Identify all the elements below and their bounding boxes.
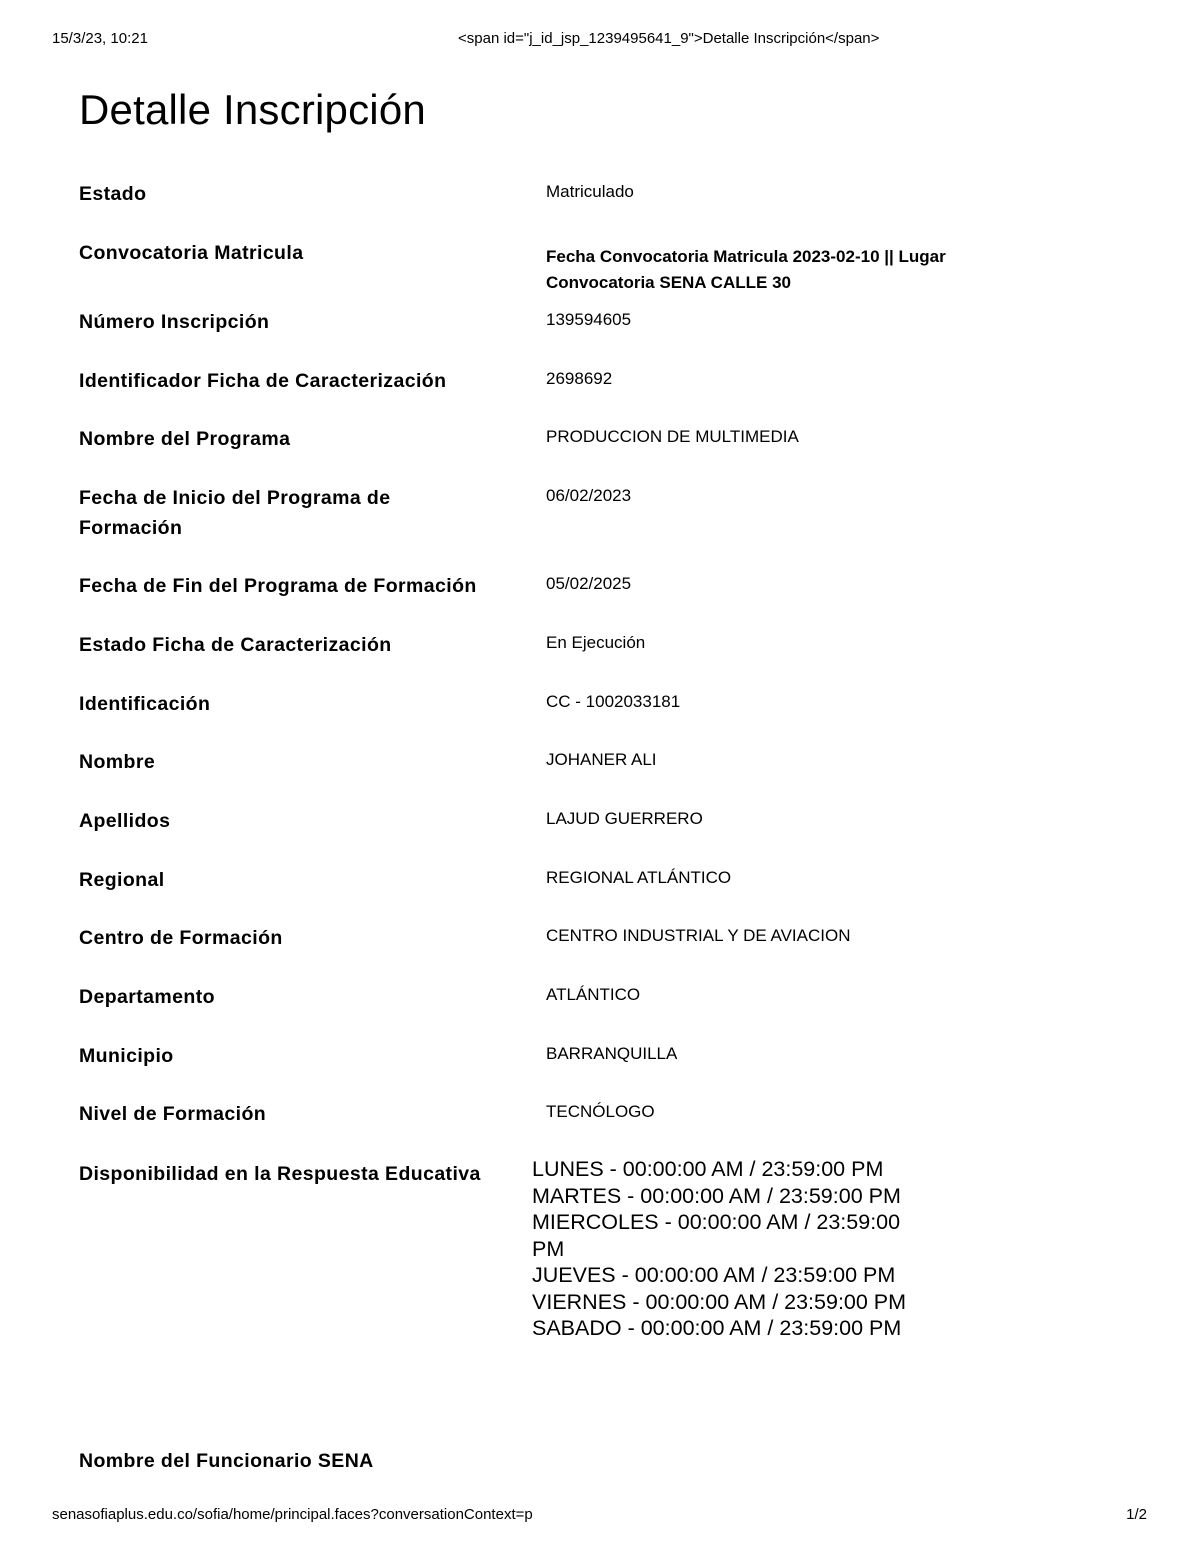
field-label: Convocatoria Matricula <box>79 242 304 264</box>
field-label: Estado Ficha de Caracterización <box>79 634 392 656</box>
field-value: 139594605 <box>546 310 632 329</box>
field-value: TECNÓLOGO <box>546 1102 655 1121</box>
field-value: PRODUCCION DE MULTIMEDIA <box>546 427 799 446</box>
field-label: Apellidos <box>79 810 171 832</box>
schedule-line: VIERNES - 00:00:00 AM / 23:59:00 PM <box>532 1289 907 1314</box>
field-value: JOHANER ALI <box>546 750 657 769</box>
schedule-line: LUNES - 00:00:00 AM / 23:59:00 PM <box>532 1157 884 1181</box>
field-value: 06/02/2023 <box>546 486 632 505</box>
print-date: 15/3/23, 10:21 <box>52 30 148 47</box>
page-number: 1/2 <box>1126 1506 1147 1523</box>
field-label: Fecha de Inicio del Programa de Formación <box>79 487 391 539</box>
field-label: Disponibilidad en la Respuesta Educativa <box>79 1163 481 1185</box>
field-label: Fecha de Fin del Programa de Formación <box>79 575 477 597</box>
schedule-line: JUEVES - 00:00:00 AM / 23:59:00 PM <box>532 1263 896 1287</box>
print-footer <box>0 1506 1200 1526</box>
field-label: Nombre del Funcionario SENA <box>79 1450 374 1472</box>
field-value: CC - 1002033181 <box>546 692 681 711</box>
page-title: Detalle Inscripción <box>79 86 426 133</box>
field-label: Estado <box>79 183 147 205</box>
print-page-title: <span id="j_id_jsp_1239495641_9">Detalle Inscripción</span> <box>458 30 880 47</box>
print-url: senasofiaplus.edu.co/sofia/home/principal.faces?conversationContext=p <box>52 1506 533 1523</box>
field-label: Número Inscripción <box>79 311 270 333</box>
field-value: CENTRO INDUSTRIAL Y DE AVIACION <box>546 926 851 945</box>
field-label: Centro de Formación <box>79 927 283 949</box>
field-label: Nivel de Formación <box>79 1103 267 1125</box>
field-label: Identificación <box>79 693 211 715</box>
field-value: REGIONAL ATLÁNTICO <box>546 868 732 887</box>
field-value: Matriculado <box>546 182 634 201</box>
field-value: 05/02/2025 <box>546 574 632 593</box>
print-header <box>0 30 1200 50</box>
field-label: Nombre <box>79 751 156 773</box>
field-label: Regional <box>79 869 165 891</box>
schedule-line: SABADO - 00:00:00 AM / 23:59:00 PM <box>532 1316 902 1340</box>
schedule-line: MARTES - 00:00:00 AM / 23:59:00 PM <box>532 1183 901 1208</box>
field-value: Fecha Convocatoria Matricula 2023-02-10 || Lugar Convocatoria SENA CALLE 30 <box>546 247 946 292</box>
schedule-list <box>532 1156 932 1342</box>
schedule-line: MIERCOLES - 00:00:00 AM / 23:59:00 PM <box>532 1210 901 1261</box>
field-value: 2698692 <box>546 369 613 388</box>
field-label: Identificador Ficha de Caracterización <box>79 370 447 392</box>
field-label: Departamento <box>79 986 215 1008</box>
field-label: Nombre del Programa <box>79 428 291 450</box>
field-value: LAJUD GUERRERO <box>546 809 703 828</box>
field-value: BARRANQUILLA <box>546 1044 678 1063</box>
field-value: En Ejecución <box>546 633 646 652</box>
field-label: Municipio <box>79 1045 174 1067</box>
field-value: ATLÁNTICO <box>546 985 641 1004</box>
